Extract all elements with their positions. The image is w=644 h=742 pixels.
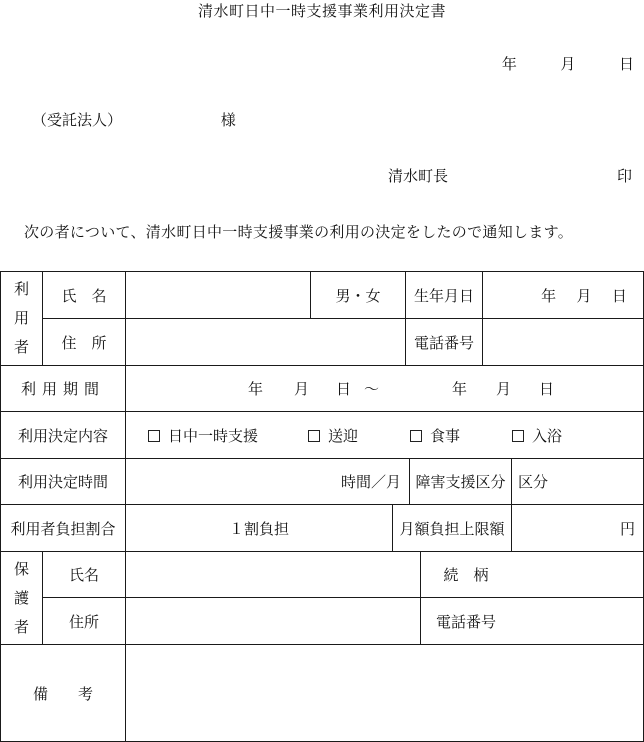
option-label: 入浴 (532, 426, 563, 445)
time-label: 利用決定時間 (17, 473, 108, 491)
period-end-day: 日 (539, 380, 555, 398)
monthly-cap-label: 月額負担上限額 (399, 519, 505, 538)
burden-label: 利用者負担割合 (10, 519, 116, 538)
guardian-name-field[interactable] (126, 552, 420, 597)
guardian-relation-label: 続 柄 (443, 566, 489, 584)
user-phone-field[interactable] (483, 319, 643, 365)
period-end-year: 年 (452, 380, 468, 398)
decision-table (0, 271, 644, 742)
date-month-label: 月 (560, 55, 576, 73)
monthly-cap-field[interactable] (512, 505, 643, 551)
date-day-label: 日 (618, 55, 634, 73)
guardian-phone-label: 電話番号 (435, 612, 496, 631)
monthly-cap-unit: 円 (619, 519, 635, 538)
date-year-label: 年 (501, 55, 517, 73)
period-label: 利用期間 (20, 380, 105, 398)
user-group-label (1, 272, 42, 365)
guardian-group-char: 保 (13, 559, 29, 578)
guardian-name-label: 氏名 (68, 566, 99, 584)
user-address-label: 住 所 (61, 333, 107, 352)
disability-class-unit: 区分 (518, 473, 549, 491)
period-start-year: 年 (248, 380, 264, 398)
checkbox[interactable] (308, 430, 320, 442)
user-group-char: 用 (13, 309, 29, 327)
remarks-label: 備 考 (32, 684, 93, 703)
addressee-honorific: 様 (220, 111, 236, 129)
user-gender-choice[interactable]: 男・女 (335, 286, 381, 305)
period-field[interactable] (126, 366, 643, 411)
birth-month-label: 月 (576, 286, 592, 305)
addressee (32, 109, 236, 130)
guardian-relation-field[interactable] (512, 552, 643, 597)
option-label: 日中一時支援 (168, 426, 259, 445)
birth-year-label: 年 (541, 286, 557, 305)
seal-mark: 印 (616, 167, 632, 185)
user-phone-label: 電話番号 (413, 333, 474, 352)
time-unit: 時間／月 (340, 473, 401, 491)
issuer-name: 清水町長 (388, 167, 449, 185)
period-end-month: 月 (496, 380, 512, 398)
issue-date (502, 53, 634, 74)
checkbox[interactable] (148, 430, 160, 442)
user-group-char: 者 (13, 338, 29, 356)
guardian-group-char: 者 (13, 617, 29, 636)
content-option-daytime-support[interactable] (148, 425, 258, 446)
period-start-month: 月 (294, 380, 310, 398)
user-name-field[interactable] (126, 272, 310, 318)
guardian-group-label (1, 552, 42, 644)
user-address-field[interactable] (126, 319, 405, 365)
birth-day-label: 日 (611, 286, 627, 305)
checkbox[interactable] (512, 430, 524, 442)
content-option-bath[interactable] (512, 425, 562, 446)
notice-text: 次の者について、清水町日中一時支援事業の利用の決定をしたので通知します。 (24, 223, 574, 241)
period-start-day: 日 (336, 380, 352, 398)
disability-class-field[interactable] (512, 459, 643, 504)
user-birthdate-label: 生年月日 (413, 286, 474, 305)
guardian-group-char: 護 (13, 588, 29, 607)
content-option-meal[interactable] (410, 425, 460, 446)
checkbox[interactable] (410, 430, 422, 442)
addressee-label: （受託法人） (32, 111, 123, 129)
content-option-transport[interactable] (308, 425, 358, 446)
option-label: 送迎 (328, 426, 359, 445)
user-birthdate-field[interactable] (483, 272, 643, 318)
time-field[interactable] (126, 459, 409, 504)
burden-value: １割負担 (228, 519, 289, 538)
content-label: 利用決定内容 (17, 426, 108, 445)
guardian-phone-field[interactable] (512, 598, 643, 644)
period-tilde: ～ (364, 380, 380, 398)
remarks-field[interactable] (126, 645, 643, 741)
guardian-address-label: 住所 (68, 612, 99, 631)
disability-class-label: 障害支援区分 (415, 473, 506, 491)
user-group-char: 利 (13, 280, 29, 298)
guardian-address-field[interactable] (126, 598, 420, 644)
option-label: 食事 (430, 426, 461, 445)
user-name-label: 氏 名 (61, 286, 107, 305)
content-options (126, 412, 643, 458)
document-title: 清水町日中一時支援事業利用決定書 (197, 2, 446, 20)
